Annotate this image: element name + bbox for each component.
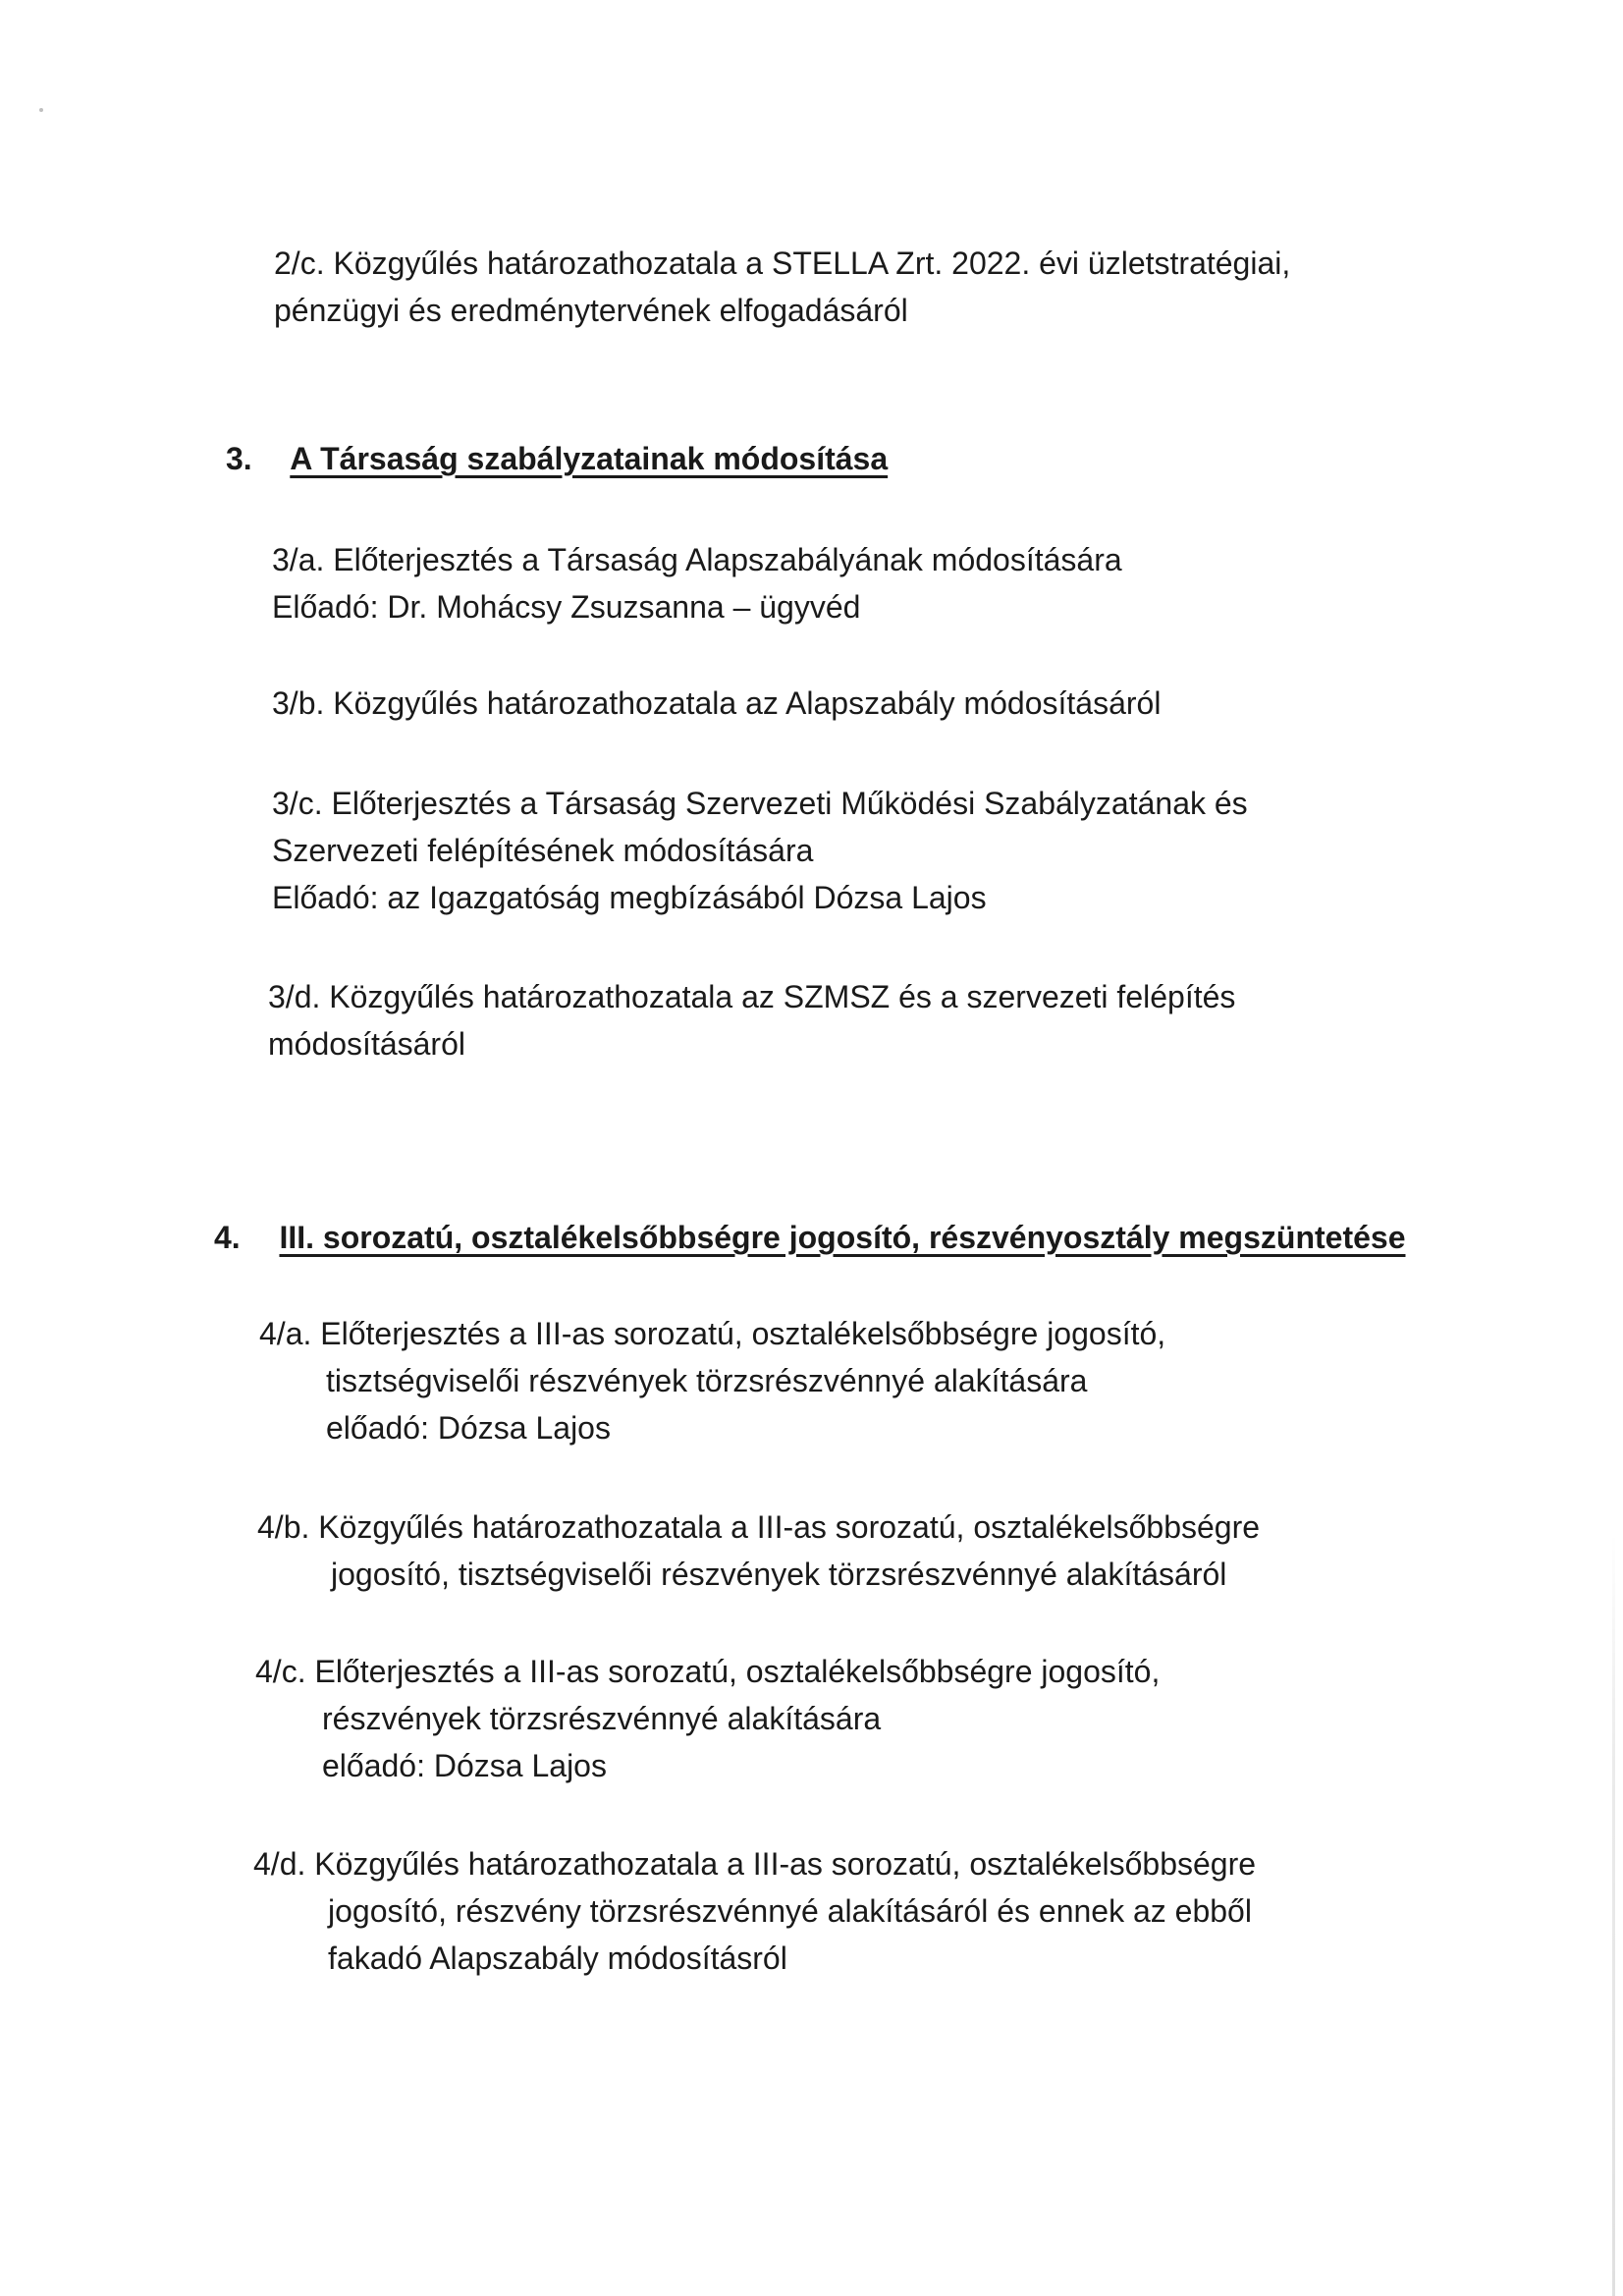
agenda-item-4a-line-3: előadó: Dózsa Lajos — [326, 1410, 611, 1446]
agenda-item-3d — [268, 973, 1235, 1067]
agenda-item-4d-line-1: 4/d. Közgyűlés határozathozatala a III-as sorozatú, osztalékelsőbbségre — [253, 1846, 1257, 1882]
section-4-title: III. sorozatú, osztalékelsőbbségre jogosító, részvényosztály megszüntetése — [279, 1220, 1406, 1255]
section-4-number: 4. — [214, 1220, 241, 1255]
agenda-item-3c-line-2: Szervezeti felépítésének módosítására — [272, 833, 814, 868]
section-3-heading — [226, 435, 888, 482]
scan-edge-shadow — [1612, 1532, 1615, 2296]
agenda-item-4c-line-3: előadó: Dózsa Lajos — [322, 1748, 607, 1783]
agenda-item-4c-line-2: részvények törzsrészvénnyé alakítására — [322, 1701, 882, 1736]
agenda-item-3d-line-1: 3/d. Közgyűlés határozathozatala az SZMSZ és a szervezeti felépítés — [268, 979, 1236, 1014]
agenda-item-4b-line-2: jogosító, tisztségviselői részvények törzsrészvénnyé alakításáról — [331, 1557, 1227, 1592]
agenda-item-4b — [257, 1503, 1260, 1598]
agenda-item-4a-line-1: 4/a. Előterjesztés a III-as sorozatú, osztalékelsőbbségre jogosító, — [259, 1316, 1166, 1351]
agenda-item-3b-line-1: 3/b. Közgyűlés határozathozatala az Alapszabály módosításáról — [272, 685, 1162, 721]
agenda-item-4d-line-3: fakadó Alapszabály módosításról — [328, 1941, 787, 1976]
agenda-item-4c — [255, 1648, 1160, 1789]
agenda-item-4d-line-2: jogosító, részvény törzsrészvénnyé alakításáról és ennek az ebből — [328, 1893, 1252, 1929]
section-4-heading — [214, 1214, 1405, 1261]
agenda-item-3a-line-2: Előadó: Dr. Mohácsy Zsuzsanna – ügyvéd — [272, 589, 861, 625]
section-3-title: A Társaság szabályzatainak módosítása — [290, 441, 889, 476]
agenda-item-3a — [272, 536, 1122, 630]
agenda-item-4d — [253, 1840, 1256, 1982]
agenda-item-3c-line-1: 3/c. Előterjesztés a Társaság Szervezeti Működési Szabályzatának és — [272, 786, 1248, 821]
agenda-item-2c-line-1: 2/c. Közgyűlés határozathozatala a STELLA Zrt. 2022. évi üzletstratégiai, — [274, 246, 1291, 281]
agenda-item-3c — [272, 780, 1248, 921]
agenda-item-3a-line-1: 3/a. Előterjesztés a Társaság Alapszabályának módosítására — [272, 542, 1122, 577]
agenda-item-4a-line-2: tisztségviselői részvények törzsrészvénnyé alakítására — [326, 1363, 1088, 1398]
agenda-item-3b — [272, 680, 1161, 727]
agenda-item-3c-line-3: Előadó: az Igazgatóság megbízásából Dózsa Lajos — [272, 880, 987, 915]
agenda-item-4c-line-1: 4/c. Előterjesztés a III-as sorozatú, osztalékelsőbbségre jogosító, — [255, 1654, 1161, 1689]
agenda-item-4a — [259, 1310, 1165, 1451]
agenda-item-2c — [274, 240, 1290, 334]
scan-artifact-dot — [39, 108, 43, 112]
agenda-item-2c-line-2: pénzügyi és eredménytervének elfogadásáról — [274, 293, 908, 328]
agenda-item-3d-line-2: módosításáról — [268, 1026, 465, 1062]
agenda-item-4b-line-1: 4/b. Közgyűlés határozathozatala a III-as sorozatú, osztalékelsőbbségre — [257, 1509, 1261, 1545]
section-3-number: 3. — [226, 441, 252, 476]
